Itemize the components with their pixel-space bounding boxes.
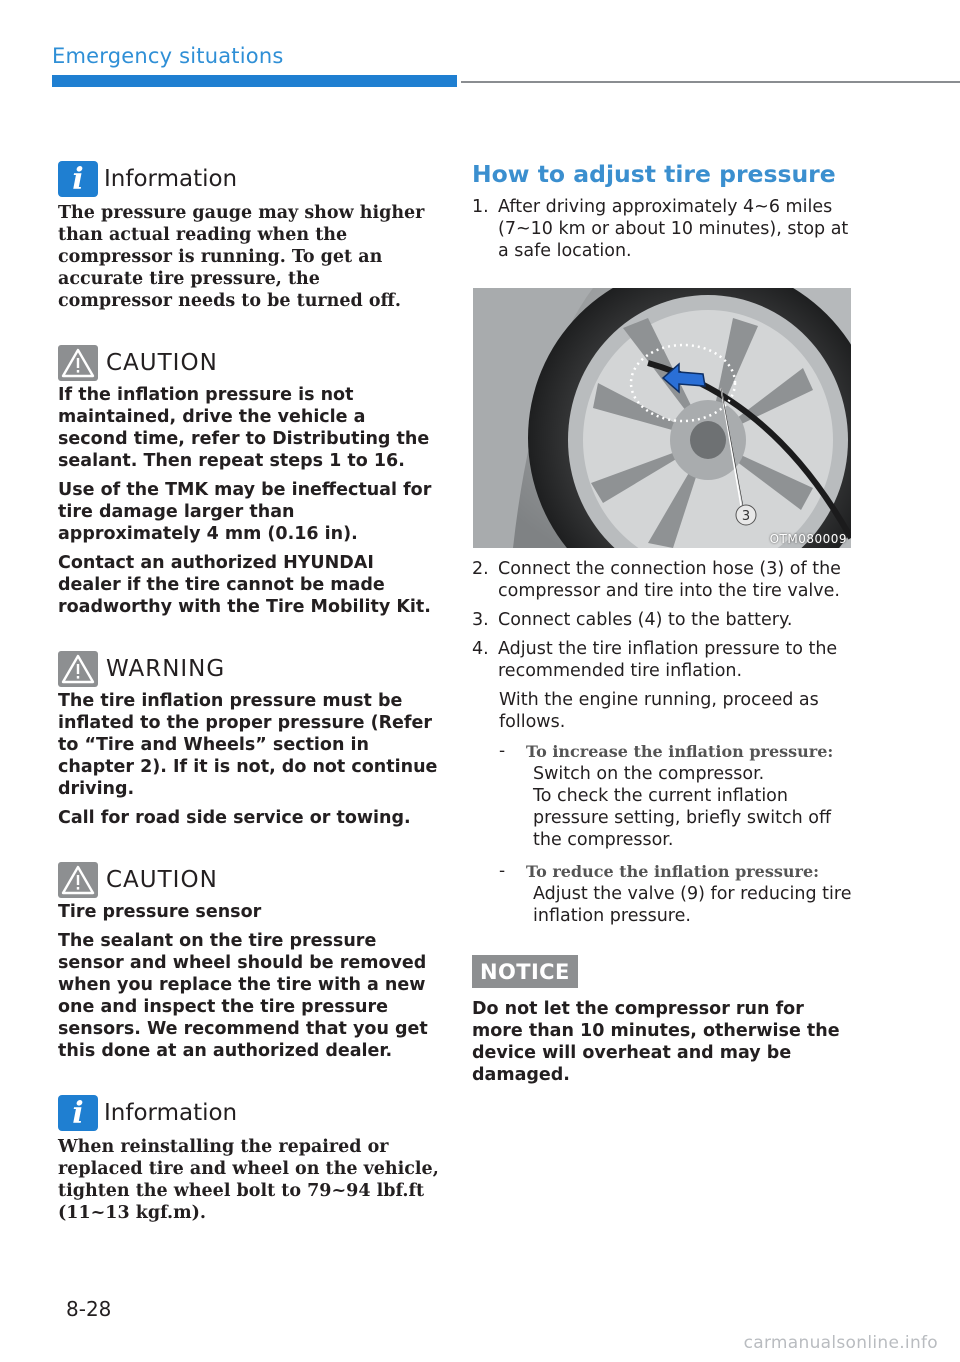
information-box-1 (58, 158, 440, 312)
warning-box (58, 648, 440, 829)
reduce-pressure-label: To reduce the inflation pressure: (526, 862, 820, 881)
page-number: 8-28 (66, 1297, 112, 1321)
header-rule (461, 81, 960, 83)
caution-box-1 (58, 342, 440, 618)
header-bar (52, 75, 457, 87)
info-icon: i (58, 161, 98, 197)
information-box-2 (58, 1092, 440, 1224)
notice-badge: NOTICE (472, 955, 578, 988)
increase-line-1: Switch on the compressor. (533, 764, 765, 784)
increase-line-2: To check the current inflation pressure setting, briefly switch off the compressor. (533, 786, 832, 850)
left-column (58, 158, 440, 1254)
step-1: 1. After driving approximately 4~6 miles (7~10 km or about 10 minutes), stop at a safe location. (472, 197, 849, 261)
step-4: 4. Adjust the tire inflation pressure to the recommended tire inflation. (472, 639, 838, 681)
warning-triangle-icon (58, 862, 98, 898)
right-column (472, 160, 856, 1086)
caution-title: CAUTION (106, 350, 218, 376)
tire-valve-figure (473, 288, 851, 548)
increase-pressure-item: - To increase the inflation pressure: (499, 741, 834, 761)
information-title: Information (104, 166, 238, 192)
tire-illustration (473, 288, 851, 548)
step-3: 3. Connect cables (4) to the battery. (472, 610, 793, 630)
warning-triangle-icon (58, 345, 98, 381)
reduce-pressure-item: - To reduce the inflation pressure: (499, 861, 820, 881)
reduce-line-1: Adjust the valve (9) for reducing tire inflation pressure. (533, 884, 852, 926)
section-title: Emergency situations (52, 44, 284, 68)
information-title: Information (104, 1100, 238, 1126)
caution-paragraph: The sealant on the tire pressure sensor and wheel should be removed when you replace the tire with a new one and inspect the tire pressure sensors. We recommend that you get this done at an authorized dealer. (58, 931, 428, 1061)
notice-text: Do not let the compressor run for more than 10 minutes, otherwise the device will overheat and may be damaged. (472, 999, 840, 1085)
step-2: 2. Connect the connection hose (3) of the compressor and tire into the tire valve. (472, 559, 841, 601)
increase-pressure-label: To increase the inflation pressure: (526, 742, 834, 761)
caution-box-2 (58, 859, 440, 1062)
warning-paragraph: The tire inflation pressure must be inflated to the proper pressure (Refer to “Tire and Wheels” section in chapter 2). If it is not, do not continue driving. (58, 691, 438, 799)
info-icon: i (58, 1095, 98, 1131)
information-text: When reinstalling the repaired or replaced tire and wheel on the vehicle, tighten the wheel bolt to 79~94 lbf.ft (11~13 kgf.m). (58, 1137, 439, 1223)
warning-title: WARNING (106, 656, 226, 682)
section-heading: How to adjust tire pressure (472, 160, 836, 188)
caution-paragraph: Use of the TMK may be ineffectual for tire damage larger than approximately 4 mm (0.16 in). (58, 480, 432, 544)
step-4-note: With the engine running, proceed as follows. (499, 690, 819, 732)
figure-callout-label: 3 (741, 509, 751, 524)
caution-paragraph: Contact an authorized HYUNDAI dealer if the tire cannot be made roadworthy with the Tire Mobility Kit. (58, 553, 431, 617)
caution-paragraph: Tire pressure sensor (58, 902, 262, 922)
warning-triangle-icon (58, 651, 98, 687)
watermark: carmanualsonline.info (743, 1333, 938, 1353)
warning-paragraph: Call for road side service or towing. (58, 808, 411, 828)
information-text: The pressure gauge may show higher than actual reading when the compressor is running. To get an accurate tire pressure, the compressor needs to be turned off. (58, 203, 425, 311)
figure-code: OTM080009 (769, 532, 847, 546)
caution-title: CAUTION (106, 867, 218, 893)
caution-paragraph: If the inflation pressure is not maintained, drive the vehicle a second time, refer to Distributing the sealant. Then repeat steps 1 to 16. (58, 385, 430, 471)
